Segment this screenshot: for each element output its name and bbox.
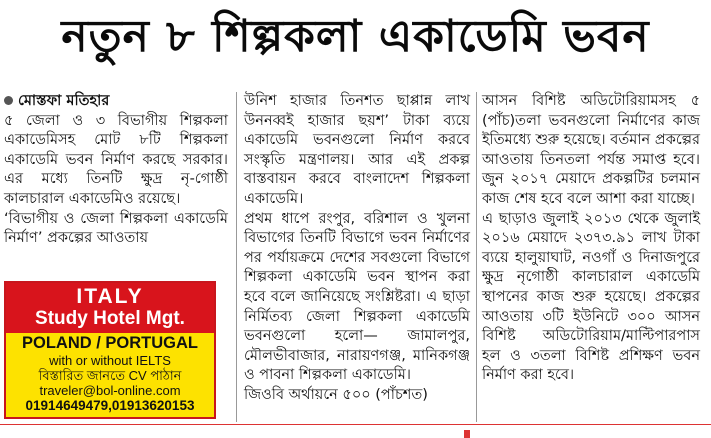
paragraph: জিওবি অর্থায়নে ৫০০ (পাঁচশত) (244, 386, 428, 403)
ad-phone: 01914649479,01913620153 (25, 398, 195, 413)
ad-header (6, 283, 214, 333)
ad-title: ITALY (76, 285, 144, 308)
advertisement (4, 281, 216, 419)
ad-body (6, 333, 214, 417)
paragraph: এ ছাড়াও জুলাই ২০১৩ থেকে জুলাই ২০১৬ মেয়াদে ২৩৭৩.৯১ লাখ টাকা ব্যয়ে হালুয়াঘাট, নওগাঁ ও দিনাজপুরে ক্ষুদ্র নৃগোষ্ঠী কালচারাল একাডেমি স্থাপনের কাজ শুরু হয়েছে। প্রকল্পের আওতায় ৩টি ইউনিটে ৩০০ আসন বিশিষ্ট অডিটোরিয়াম/মাল্টিপারপাস হল ও ৩তলা বিশিষ্ট প্রশিক্ষণ ভবন নির্মাণ করা হবে। (482, 210, 700, 384)
column-3 (482, 92, 700, 386)
bottom-mark (464, 430, 470, 438)
paragraph: আসন বিশিষ্ট অডিটোরিয়ামসহ ৫ (পাঁচ)তলা ভবনগুলো নির্মাণের কাজ ইতিমধ্যে শুরু হয়েছে। বর্তমান প্রকল্পের আওতায় তিনতলা পর্যন্ত সমাপ্ত হবে। জুন ২০১৭ মেয়াদে প্রকল্পটির চলমান কাজ শেষ হবে বলে আশা করা যাচ্ছে। (482, 93, 700, 207)
bullet-icon (4, 96, 13, 105)
ad-ielts: with or without IELTS (49, 353, 171, 368)
column-1 (4, 92, 228, 249)
bottom-border (0, 424, 711, 425)
paragraph: উনিশ হাজার তিনশত ছাপ্পান্ন লাখ উননব্বই হাজার ছয়শ’ টাকা ব্যয়ে একাডেমি ভবনগুলো নির্মাণ করবে সংস্কৃতি মন্ত্রণালয়। আর এই প্রকল্প বাস্তবায়ন করবে বাংলাদেশ শিল্পকলা একাডেমি। (244, 93, 470, 207)
byline (4, 92, 228, 112)
headline: নতুন ৮ শিল্পকলা একাডেমি ভবন (61, 11, 650, 62)
paragraph: ‘বিভাগীয় ও জেলা শিল্পকলা একাডেমি নির্মাণ’ প্রকল্পের আওতায় (4, 210, 228, 247)
paragraph: ৫ জেলা ও ৩ বিভাগীয় শিল্পকলা একাডেমিসহ মোট ৮টি শিল্পকলা একাডেমি ভবন নির্মাণ করছে সরকার। এর মধ্যে তিনটি ক্ষুদ্র নৃ-গোষ্ঠী কালচারাল একাডেমিও রয়েছে। (4, 112, 228, 207)
column-divider (236, 92, 237, 422)
ad-email: traveler@bol-online.com (39, 383, 181, 398)
ad-subtitle: Study Hotel Mgt. (35, 308, 185, 329)
column-divider (476, 92, 477, 422)
ad-cv-note: বিস্তারিত জানতে CV পাঠান (38, 368, 182, 383)
ad-countries: POLAND / PORTUGAL (22, 334, 198, 352)
byline-text: মোস্তফা মতিহার (18, 93, 110, 109)
paragraph: প্রথম ধাপে রংপুর, বরিশাল ও খুলনা বিভাগের তিনটি বিভাগে ভবন নির্মাণের পর পর্যায়ক্রমে দেশের সবগুলো বিভাগে শিল্পকলা একাডেমি ভবন স্থাপন করা হবে বলে জানিয়েছে সংশ্লিষ্টরা। এ ছাড়া নির্মিতব্য জেলা শিল্পকলা একাডেমি ভবনগুলো হলো— জামালপুর, মৌলভীবাজার, নারায়ণগঞ্জ, মানিকগঞ্জ ও পাবনা শিল্পকলা একাডেমি। (244, 210, 470, 384)
column-2 (244, 92, 470, 406)
